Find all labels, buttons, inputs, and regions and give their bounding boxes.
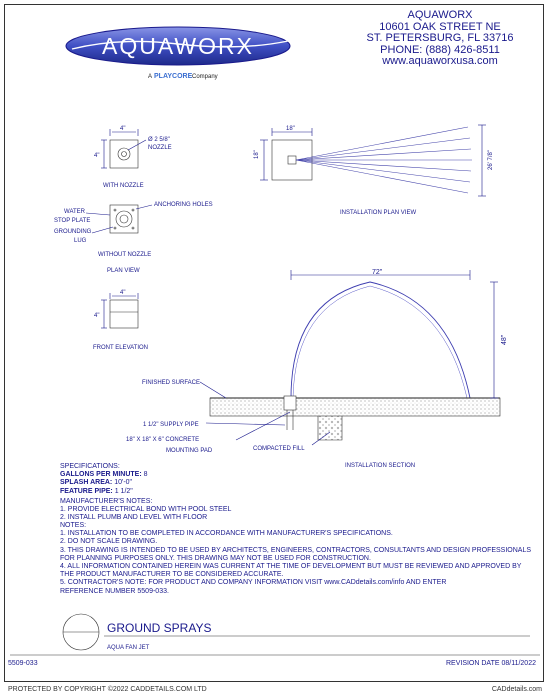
installation-section-drawing xyxy=(200,270,500,445)
nozzle-label: NOZZLE xyxy=(148,145,172,151)
plan-dim-width: 4" xyxy=(120,126,126,132)
installation-plan-drawing xyxy=(260,125,486,196)
with-nozzle-caption: WITH NOZZLE xyxy=(103,183,144,189)
cad-details-link[interactable]: CADdetails.com xyxy=(491,686,542,693)
copyright-notice: PROTECTED BY COPYRIGHT ©2022 CADDETAILS.COM LTD xyxy=(8,686,207,693)
specifications-block xyxy=(60,463,148,496)
company-phone: PHONE: (888) 426-8511 xyxy=(380,43,500,56)
company-city: ST. PETERSBURG, FL 33716 xyxy=(366,32,514,44)
revision-date: REVISION DATE 08/11/2022 xyxy=(445,660,536,667)
grounding-label-2: LUG xyxy=(74,238,87,244)
installation-section-title: INSTALLATION SECTION xyxy=(345,463,416,469)
section-dim-height: 48" xyxy=(501,334,508,345)
water-stop-label-1: WATER xyxy=(64,209,85,215)
company-name: AQUAWORX xyxy=(407,9,473,21)
inst-plan-dim-spread: 26' 7/8" xyxy=(488,150,494,170)
logo-brand-text: AQUAWORX xyxy=(102,33,254,59)
without-nozzle-caption: WITHOUT NOZZLE xyxy=(98,252,152,258)
general-notes-block xyxy=(60,522,530,596)
compacted-fill-label: COMPACTED FILL xyxy=(253,446,305,452)
spec-splash xyxy=(60,479,148,487)
spec-pipe-label: FEATURE PIPE: xyxy=(60,487,113,495)
spec-pipe-value: 1 1/2" xyxy=(114,487,133,495)
supply-pipe-label: 1 1/2" SUPPLY PIPE xyxy=(143,422,199,428)
drawing-title: GROUND SPRAYS xyxy=(107,621,212,635)
notes-heading: NOTES: xyxy=(60,522,87,529)
note-line: 4. ALL INFORMATION CONTAINED HEREIN WAS CURRENT AT THE TIME OF DEVELOPMENT BUT MUST BE REVIEWED AND APPROVED BY xyxy=(60,563,522,571)
title-block xyxy=(10,614,540,655)
plan-view-with-nozzle xyxy=(101,129,146,168)
concrete-pad-label-2: MOUNTING PAD xyxy=(166,448,213,454)
mfr-notes-heading: MANUFACTURER'S NOTES: xyxy=(60,498,153,505)
note-line: THE PRODUCT MANUFACTURER TO BE CONSIDERED ACCURATE. xyxy=(60,571,284,579)
nozzle-dim-label: Ø 2 5/8" xyxy=(148,137,170,143)
note-line: 3. THIS DRAWING IS INTENDED TO BE USED BY ARCHITECTS, ENGINEERS, CONTRACTORS, CONSULTANTS AND DESIGN PROFESSIONALS xyxy=(60,546,532,554)
company-address: 10601 OAK STREET NE xyxy=(379,20,501,33)
plan-view-without-nozzle xyxy=(86,205,152,233)
spec-pipe xyxy=(60,488,148,496)
water-stop-label-2: STOP PLATE xyxy=(54,218,91,224)
manufacturer-notes-block xyxy=(60,498,231,523)
logo-tagline-brand: PLAYCORE xyxy=(154,73,193,80)
inst-plan-dim-width: 18" xyxy=(286,126,295,132)
spec-splash-value: 10'-0" xyxy=(114,479,133,487)
concrete-pad-label-1: 18" X 18" X 6" CONCRETE xyxy=(126,437,200,443)
spec-gpm-value: 8 xyxy=(143,471,148,479)
note-line: REFERENCE NUMBER 5509-033. xyxy=(60,587,169,595)
note-line: 5. CONTRACTOR'S NOTE: FOR PRODUCT AND COMPANY INFORMATION VISIT www.CADdetails.com/info AND ENTER xyxy=(60,579,447,587)
note-line: 1. INSTALLATION TO BE COMPLETED IN ACCORDANCE WITH MANUFACTURER'S SPECIFICATIONS. xyxy=(60,530,393,538)
drawing-subtitle: AQUA FAN JET xyxy=(107,645,150,651)
mfr-note-item: 1. PROVIDE ELECTRICAL BOND WITH POOL STEEL xyxy=(60,506,232,514)
finished-surface-label: FINISHED SURFACE xyxy=(142,380,201,386)
note-line: FOR PLANNING PURPOSES ONLY. THIS DRAWING MAY NOT BE USED FOR CONSTRUCTION. xyxy=(60,554,371,562)
spec-gpm xyxy=(60,471,148,479)
front-dim-height: 4" xyxy=(94,313,100,319)
installation-plan-title: INSTALLATION PLAN VIEW xyxy=(340,210,417,216)
spec-gpm-label: GALLONS PER MINUTE: xyxy=(60,471,142,479)
note-line: 2. DO NOT SCALE DRAWING. xyxy=(60,538,158,546)
inst-plan-dim-height: 18" xyxy=(254,150,260,159)
company-website: www.aquaworxusa.com xyxy=(382,55,498,67)
section-dim-spread: 72" xyxy=(372,269,383,276)
plan-dim-height: 4" xyxy=(94,153,100,159)
grounding-label-1: GROUNDING xyxy=(54,229,92,235)
front-elevation-drawing xyxy=(101,293,138,328)
front-elevation-title: FRONT ELEVATION xyxy=(93,345,149,351)
logo-tagline-prefix: A xyxy=(148,74,153,80)
plan-view-title: PLAN VIEW xyxy=(107,268,140,274)
anchoring-holes-label: ANCHORING HOLES xyxy=(154,202,213,208)
front-dim-width: 4" xyxy=(120,290,126,296)
spec-heading: SPECIFICATIONS: xyxy=(60,463,120,470)
drawing-number: 5509-033 xyxy=(8,660,38,667)
spec-splash-label: SPLASH AREA: xyxy=(60,479,113,487)
mfr-note-item: 2. INSTALL PLUMB AND LEVEL WITH FLOOR xyxy=(60,514,208,522)
logo-tagline-suffix: Company xyxy=(192,74,218,80)
